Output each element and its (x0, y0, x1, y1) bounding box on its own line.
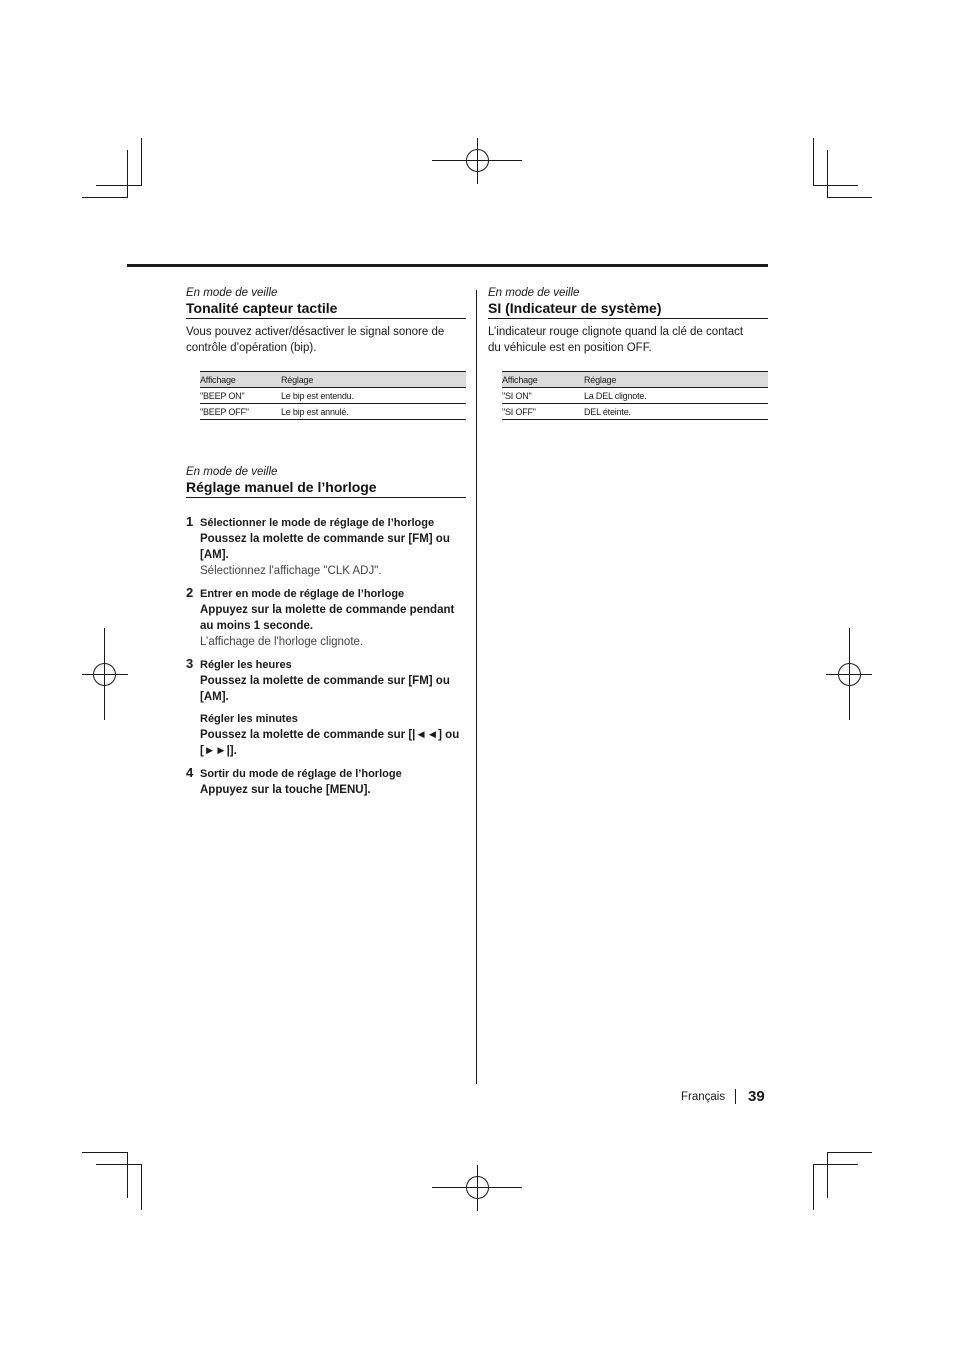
step-1 (186, 515, 466, 579)
beep-settings-table (200, 371, 466, 420)
section-mode-label: En mode de veille (488, 287, 580, 299)
footer-separator (735, 1089, 736, 1104)
table-cell: Le bip est entendu. (281, 388, 466, 404)
step-2 (186, 586, 466, 650)
table-row (200, 388, 466, 404)
registration-mark-right (826, 628, 872, 720)
step-instruction: [►►|]. (200, 745, 237, 757)
step-instruction: [AM]. (200, 691, 229, 703)
table-cell: "BEEP ON" (200, 388, 281, 404)
step-instruction: Poussez la molette de commande sur [FM] ou (200, 533, 450, 545)
step-title: Sortir du mode de réglage de l’horloge (200, 768, 402, 780)
step-instruction: Poussez la molette de commande sur [FM] ou (200, 675, 450, 687)
section-title: Réglage manuel de l’horloge (186, 479, 466, 498)
table-cell: DEL éteinte. (584, 404, 768, 420)
table-cell: La DEL clignote. (584, 388, 768, 404)
footer-language: Français (681, 1091, 726, 1103)
registration-mark-bottom (432, 1165, 522, 1211)
step-instruction: au moins 1 seconde. (200, 620, 314, 632)
step-instruction: Appuyez sur la touche [MENU]. (200, 784, 371, 796)
step-number: 2 (186, 585, 194, 600)
step-4 (186, 766, 466, 798)
step-title: Sélectionner le mode de réglage de l’horloge (200, 517, 435, 529)
page-number: 39 (748, 1088, 765, 1105)
si-settings-table (502, 371, 768, 420)
column-header-display: Affichage (502, 372, 584, 388)
step-subtitle: Régler les minutes (200, 713, 298, 725)
step-title: Régler les heures (200, 659, 292, 671)
column-header-setting: Réglage (584, 372, 768, 388)
table-row (200, 404, 466, 420)
clock-section-header (186, 466, 466, 498)
section-description: Vous pouvez activer/désactiver le signal sonore de contrôle d’opération (bip). (186, 326, 445, 354)
step-number: 3 (186, 656, 194, 671)
step-note: L’affichage de l'horloge clignote. (200, 636, 364, 648)
table-cell: "BEEP OFF" (200, 404, 281, 420)
step-instruction: [AM]. (200, 549, 229, 561)
section-title: SI (Indicateur de système) (488, 300, 768, 319)
header-rule (127, 264, 768, 267)
column-divider (476, 290, 477, 1084)
si-section (488, 287, 768, 356)
section-title: Tonalité capteur tactile (186, 300, 466, 319)
step-number: 1 (186, 514, 194, 529)
table-cell: "SI OFF" (502, 404, 584, 420)
step-number: 4 (186, 765, 194, 780)
table-cell: Le bip est annulé. (281, 404, 466, 420)
registration-mark-top (432, 138, 522, 184)
step-title: Entrer en mode de réglage de l’horloge (200, 588, 405, 600)
step-instruction: Appuyez sur la molette de commande pendant (200, 604, 455, 616)
step-note: Sélectionnez l'affichage "CLK ADJ". (200, 565, 382, 577)
table-row (502, 404, 768, 420)
section-mode-label: En mode de veille (186, 466, 278, 478)
table-header-row (200, 372, 466, 388)
table-header-row (502, 372, 768, 388)
section-description: L’indicateur rouge clignote quand la clé de contact du véhicule est en position OFF. (488, 326, 744, 354)
step-instruction: Poussez la molette de commande sur [|◄◄] ou (200, 729, 460, 741)
registration-mark-left (82, 628, 128, 720)
beep-section (186, 287, 466, 356)
table-cell: "SI ON" (502, 388, 584, 404)
table-row (502, 388, 768, 404)
column-header-display: Affichage (200, 372, 281, 388)
step-3 (186, 657, 466, 759)
column-header-setting: Réglage (281, 372, 466, 388)
section-mode-label: En mode de veille (186, 287, 278, 299)
